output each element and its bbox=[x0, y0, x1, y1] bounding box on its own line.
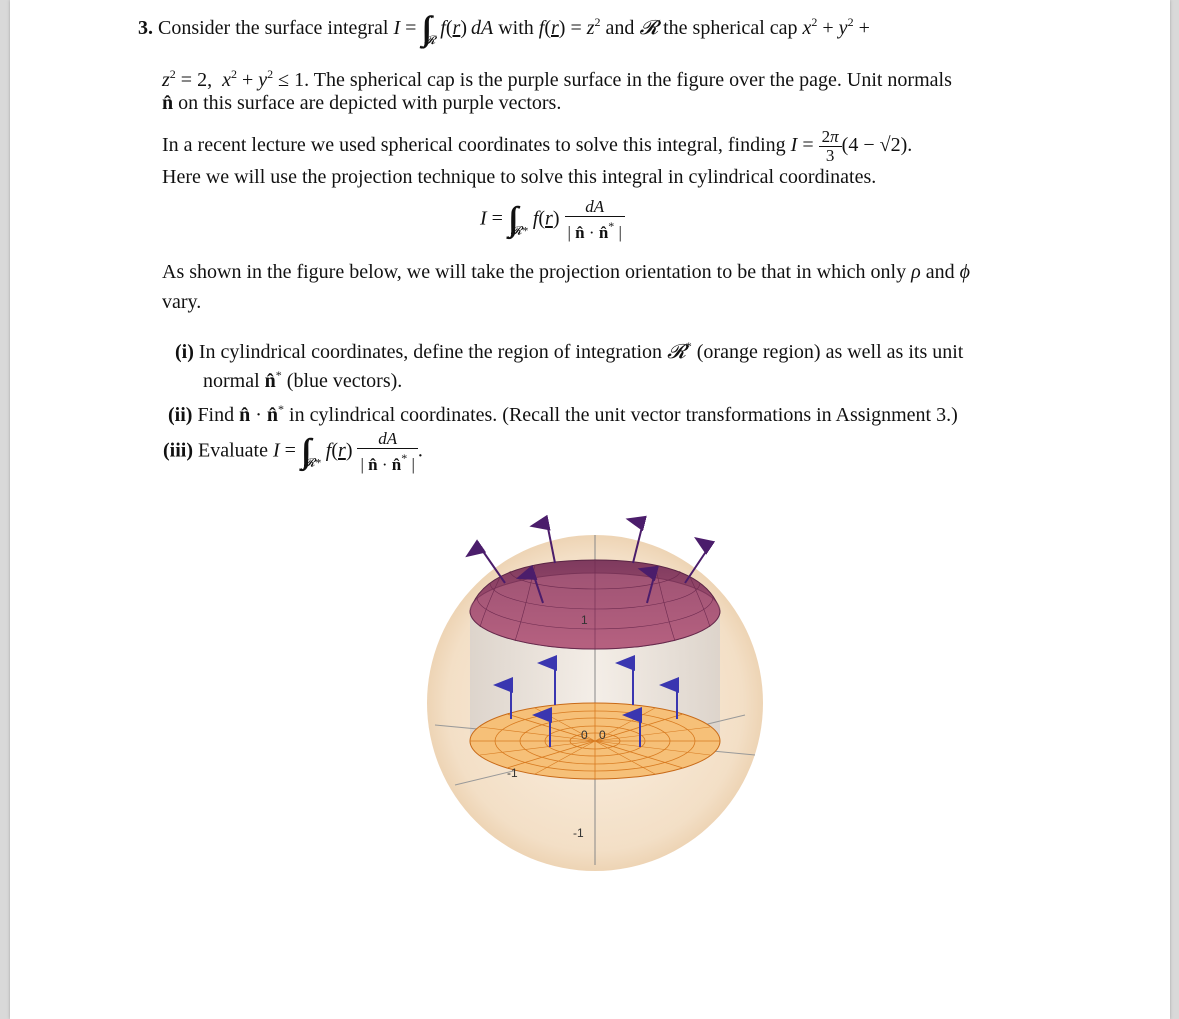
problem-line-2: $z^2 = 2$, $x^2 + y^2 \le 1$. The spherical cap is the purple surface in the figure over the page. Unit normals bbox=[162, 67, 952, 91]
item-iii: (iii) Evaluate $I = \int\int_{𝓡*}$ f(r) $\frac{dA}{| n̂ \cdot n̂^* |}$ . bbox=[163, 429, 423, 474]
tick-z-1: 1 bbox=[581, 613, 588, 627]
tick-z-neg: -1 bbox=[573, 826, 584, 840]
spherical-cap bbox=[470, 560, 720, 649]
item-i-text-d: (blue vectors). bbox=[286, 370, 403, 392]
intro-with: with bbox=[498, 17, 534, 39]
item-ii: (ii) Find n̂ · n̂* in cylindrical coordinates. (Recall the unit vector transformations in Assignment 3.) bbox=[168, 402, 958, 426]
problem-line-3: n̂ on this surface are depicted with purple vectors. bbox=[162, 92, 562, 114]
item-ii-text-b: in cylindrical coordinates. (Recall the unit vector transformations in Assignment 3.) bbox=[289, 404, 958, 426]
line3-text: on this surface are depicted with purple vectors. bbox=[178, 92, 562, 114]
tick-x-neg: -1 bbox=[507, 766, 518, 780]
tick-origin-b: 0 bbox=[599, 728, 606, 742]
intro-and: and bbox=[605, 17, 635, 39]
line2-text: The spherical cap is the purple surface in the figure over the page. Unit normals bbox=[313, 69, 952, 91]
line5-text: Here we will use the projection technique to solve this integral in cylindrical coordinates. bbox=[162, 166, 877, 188]
line4-text: In a recent lecture we used spherical coordinates to solve this integral, finding bbox=[162, 134, 786, 157]
display-equation: $I = \int\int_{𝓡*}$ f(r) $\frac{dA}{| n̂ \cdot n̂^* |}$ bbox=[480, 198, 625, 243]
problem-number: 3. bbox=[138, 17, 153, 39]
tick-origin-a: 0 bbox=[581, 728, 588, 742]
item-i-text-c: normal bbox=[203, 370, 260, 392]
intro-text: Consider the surface integral bbox=[158, 17, 389, 39]
problem-line-7 bbox=[162, 290, 201, 314]
item-ii-text-a: Find bbox=[197, 404, 235, 426]
document-page bbox=[10, 0, 1170, 1019]
problem-line-1: 3. Consider the surface integral $I = \int\int_𝓡$ f(r) dA with $f(r) = z^2$ and 𝓡 the spherical cap $x^2 + y^2$ + bbox=[138, 10, 870, 48]
spherical-cap-figure bbox=[415, 515, 765, 875]
line6-text: As shown in the figure below, we will take the projection orientation to be that in which only bbox=[162, 261, 907, 283]
item-i-text-a: In cylindrical coordinates, define the region of integration bbox=[198, 341, 663, 363]
item-ii-label: (ii) bbox=[168, 404, 193, 426]
item-i-line-1: (i) In cylindrical coordinates, define the region of integration 𝓡* (orange region) as well as its unit bbox=[175, 339, 964, 363]
item-i-line-2: normal n̂* (blue vectors). bbox=[203, 368, 403, 392]
item-iii-text-a: Evaluate bbox=[198, 439, 268, 462]
item-i-label: (i) bbox=[175, 341, 194, 363]
intro-cap: the spherical cap bbox=[663, 17, 798, 39]
item-iii-label: (iii) bbox=[163, 439, 193, 462]
line6-and: and bbox=[925, 261, 955, 283]
problem-line-5 bbox=[162, 165, 876, 189]
item-i-text-b: (orange region) as well as its unit bbox=[696, 341, 964, 363]
line7-text: vary. bbox=[162, 291, 202, 313]
problem-line-4: In a recent lecture we used spherical coordinates to solve this integral, finding I = $\frac{2\pi}{3}$ (4 − √2). bbox=[162, 127, 913, 165]
problem-line-6: As shown in the figure below, we will take the projection orientation to be that in which only ρ and ϕ bbox=[162, 261, 970, 283]
